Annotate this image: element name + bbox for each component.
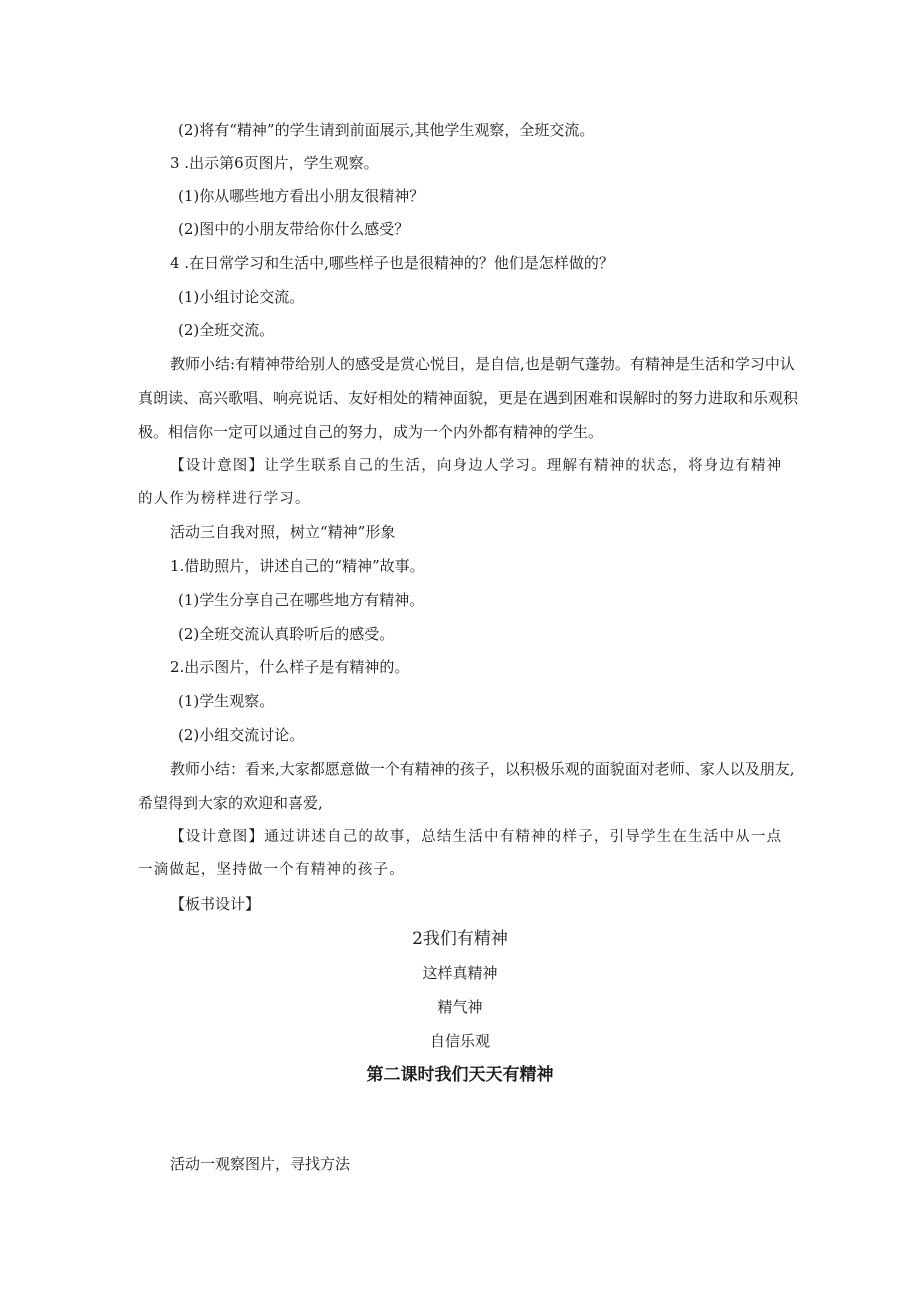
design-intent-line: 一滴做起，坚持做一个有精神的孩子。 bbox=[138, 862, 405, 878]
teacher-summary-line: 教师小结：看来,大家都愿意做一个有精神的孩子，以积极乐观的面貌面对老师、家人以及朋友, bbox=[170, 760, 795, 778]
board-design-label: 【板书设计】 bbox=[170, 895, 261, 913]
paragraph-line: (2)小组交流讨论。 bbox=[178, 726, 305, 744]
paragraph-line: (2)全班交流认真聆听后的感受。 bbox=[178, 625, 395, 643]
list-item-4: 4 .在日常学习和生活中,哪些样子也是很精神的？他们是怎样做的？ bbox=[170, 254, 614, 272]
paragraph-line: (1)你从哪些地方看出小朋友很精神？ bbox=[178, 187, 425, 205]
design-intent-line: 【设计意图】通过讲述自己的故事，总结生活中有精神的样子，引导学生在生活中从一点 bbox=[170, 829, 783, 845]
paragraph-line: (1)小组讨论交流。 bbox=[178, 288, 305, 306]
paragraph-line: (2)图中的小朋友带给你什么感受？ bbox=[178, 220, 410, 238]
activity-heading: 活动一观察图片，寻找方法 bbox=[170, 1155, 351, 1173]
design-intent-line: 的人作为榜样进行学习。 bbox=[138, 491, 311, 507]
teacher-summary-line: 真朗读、高兴歌唱、响亮说话、友好相处的精神面貌，更是在遇到困难和误解时的努力进取和乐观积 bbox=[138, 389, 799, 407]
paragraph-line: (2)全班交流。 bbox=[178, 321, 275, 339]
teacher-summary-line: 希望得到大家的欢迎和喜爱, bbox=[138, 794, 323, 812]
lesson-title: 第二课时我们天天有精神 bbox=[366, 1065, 554, 1085]
activity-heading: 活动三自我对照，树立“精神”形象 bbox=[170, 523, 396, 541]
teacher-summary-line: 教师小结:有精神带给别人的感受是赏心悦目，是自信,也是朝气蓬勃。有精神是生活和学习中认 bbox=[170, 355, 795, 373]
list-item-2: 2.出示图片，什么样子是有精神的。 bbox=[170, 658, 410, 676]
paragraph-line: (2)将有“精神”的学生请到前面展示,其他学生观察，全班交流。 bbox=[178, 121, 595, 139]
board-item: 自信乐观 bbox=[429, 1032, 490, 1050]
board-item: 这样真精神 bbox=[422, 964, 498, 982]
paragraph-line: (1)学生观察。 bbox=[178, 692, 275, 710]
board-item: 精气神 bbox=[437, 998, 483, 1016]
teacher-summary-line: 极。相信你一定可以通过自己的努力，成为一个内外都有精神的学生。 bbox=[138, 423, 604, 441]
list-item-3: 3 .出示第6页图片，学生观察。 bbox=[170, 154, 379, 172]
design-intent-line: 【设计意图】让学生联系自己的生活，向身边人学习。理解有精神的状态，将身边有精神 bbox=[170, 458, 783, 474]
paragraph-line: (1)学生分享自己在哪些地方有精神。 bbox=[178, 591, 425, 609]
list-item-1: 1.借助照片，讲述自己的“精神”故事。 bbox=[170, 557, 425, 575]
board-title: 2我们有精神 bbox=[412, 929, 508, 949]
